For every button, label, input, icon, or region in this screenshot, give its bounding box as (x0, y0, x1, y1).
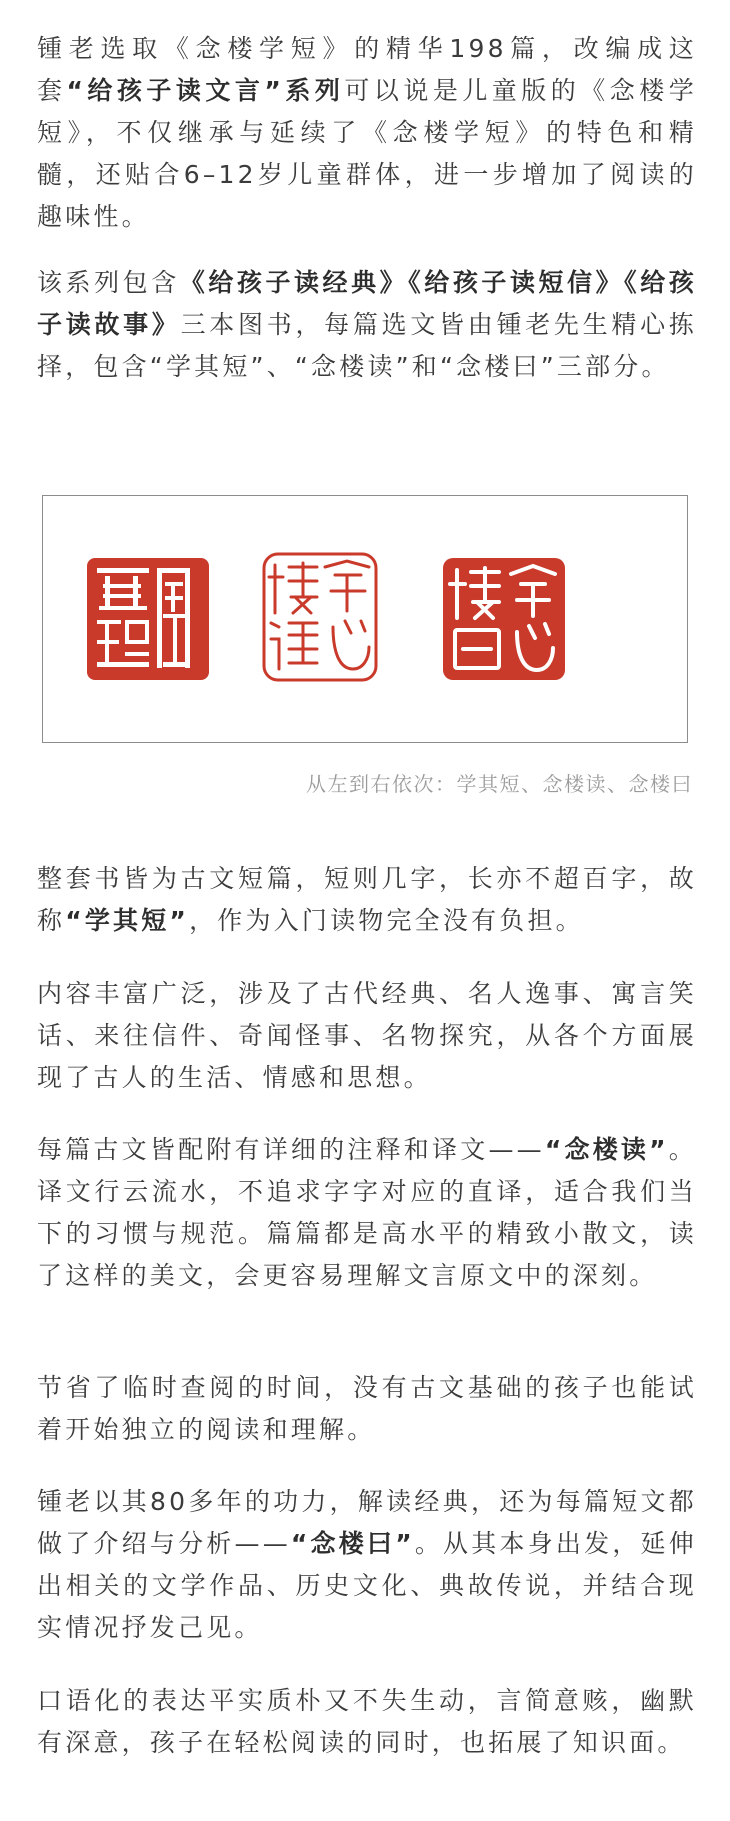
paragraph-translation: 每篇古文皆配附有详细的注释和译文——“念楼读”。译文行云流水，不追求字字对应的直译，适合我们当下的习惯与规范。篇篇都是高水平的精致小散文，读了这样的美文，会更容易理解文言原文中的深刻。 (37, 1135, 697, 1290)
paragraph-saves-time: 节省了临时查阅的时间，没有古文基础的孩子也能试着开始独立的阅读和理解。 (37, 1373, 697, 1444)
paragraph-content: 内容丰富广泛，涉及了古代经典、名人逸事、寓言笑话、来往信件、奇闻怪事、名物探究，从各个方面展现了古人的生活、情感和思想。 (37, 979, 697, 1092)
seal-xue-qi-duan (85, 556, 211, 682)
paragraph-short: 整套书皆为古文短篇，短则几字，长亦不超百字，故称“学其短”，作为入门读物完全没有负担。 (37, 864, 697, 935)
seal-nian-lou-yue (441, 556, 567, 682)
paragraph-books: 该系列包含《给孩子读经典》《给孩子读短信》《给孩子读故事》三本图书，每篇选文皆由锺老先生精心拣择，包含“学其短”、“念楼读”和“念楼曰”三部分。 (37, 268, 697, 381)
seal-nian-lou-du (261, 551, 379, 683)
highlight-xue-qi-duan: “学其短” (65, 906, 190, 935)
highlight-nian-lou-yue: “念楼曰” (290, 1529, 415, 1558)
figure-caption: 从左到右依次：学其短、念楼读、念楼曰 (306, 772, 693, 796)
book-titles: 《给孩子读经典》《给孩子读短信》《给孩子读故事》 (37, 268, 697, 339)
paragraph-style: 口语化的表达平实质朴又不失生动，言简意赅，幽默有深意，孩子在轻松阅读的同时，也拓展了知识面。 (37, 1686, 697, 1757)
seals-figure (42, 495, 688, 743)
paragraph-intro: 锺老选取《念楼学短》的精华198篇，改编成这套“给孩子读文言”系列可以说是儿童版的《念楼学短》，不仅继承与延续了《念楼学短》的特色和精髓，还贴合6–12岁儿童群体，进一步增加了阅读的趣味性。 (37, 34, 697, 231)
series-name: “给孩子读文言”系列 (66, 76, 345, 105)
highlight-nian-lou-du: “念楼读” (544, 1135, 669, 1164)
paragraph-analysis: 锺老以其80多年的功力，解读经典，还为每篇短文都做了介绍与分析——“念楼曰”。从其本身出发，延伸出相关的文学作品、历史文化、典故传说，并结合现实情况抒发己见。 (37, 1487, 697, 1642)
